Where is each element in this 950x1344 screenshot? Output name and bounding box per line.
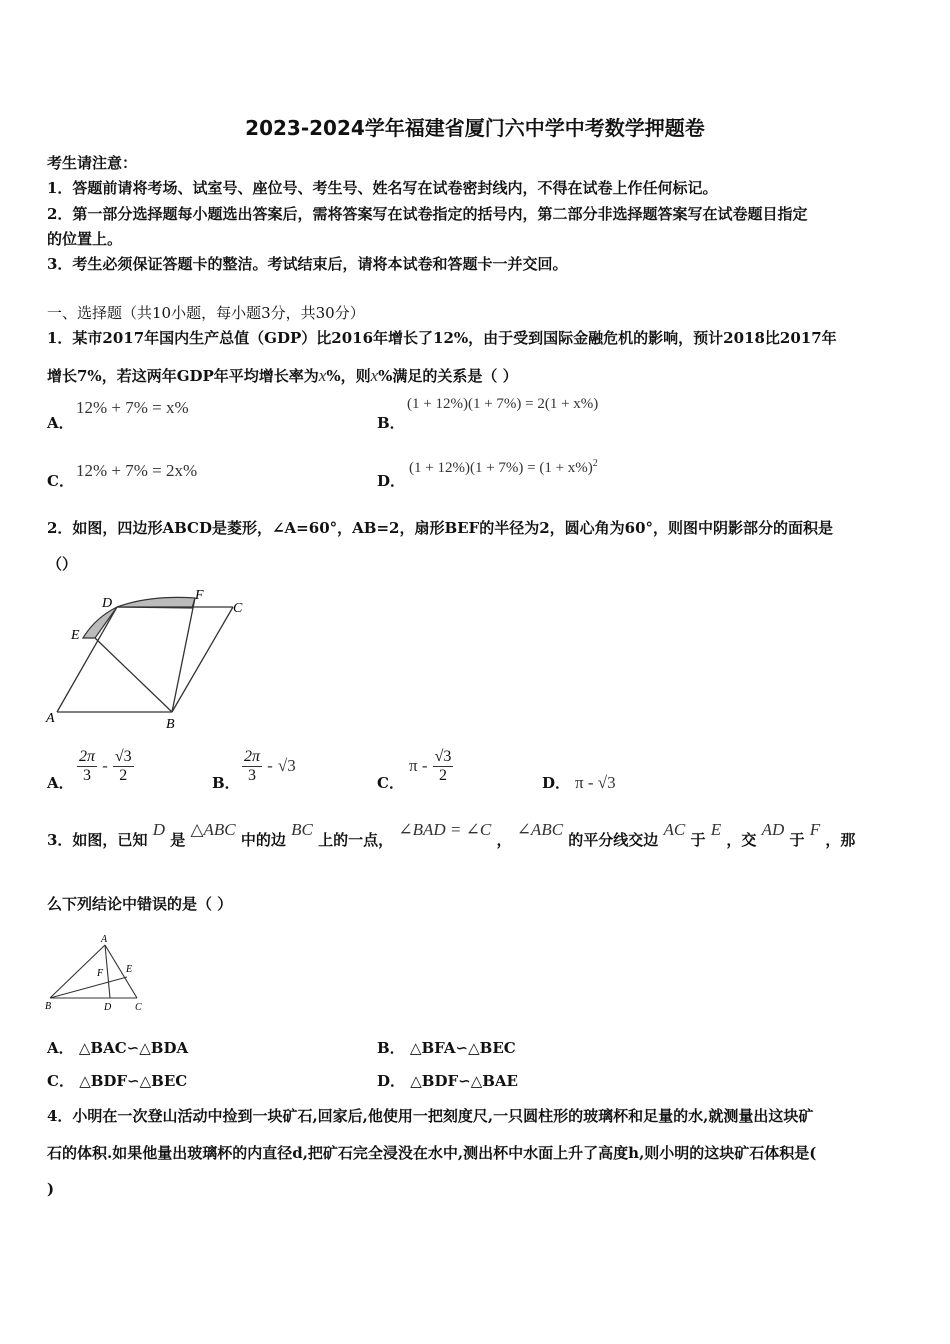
- q2-option-c-label: C．: [377, 774, 404, 792]
- q3-label-f: F: [97, 968, 104, 979]
- q2-side-ad: [57, 607, 117, 712]
- q2-option-d[interactable]: π - √3: [575, 773, 616, 792]
- q3-option-c[interactable]: C． △BDF∽△BEC: [47, 1072, 188, 1090]
- notice-heading: 考生请注意：: [47, 154, 138, 172]
- q3-triangle-figure: [40, 930, 160, 1015]
- notice-item-3: 3．考生必须保证答题卡的整洁。考试结束后，请将本试卷和答题卡一并交回。: [47, 255, 568, 273]
- q1-option-a[interactable]: 12% + 7% = x%: [76, 398, 189, 417]
- q2-option-a[interactable]: $\frac{2\pi}{3}$ - $\frac{√3}{2}$: [79, 748, 132, 784]
- q2-label-a: A: [46, 711, 55, 726]
- q2-rhombus-figure: [40, 580, 250, 735]
- q2-segment-be: [95, 638, 172, 712]
- q4-line3: ): [47, 1180, 55, 1198]
- q1-option-c[interactable]: 12% + 7% = 2x%: [76, 461, 198, 480]
- q2-label-b: B: [166, 717, 175, 732]
- q1-option-a-label: A．: [47, 414, 74, 432]
- q3-label-a: A: [101, 934, 108, 945]
- notice-item-1: 1．答题前请将考场、试室号、座位号、考生号、姓名写在试卷密封线内，不得在试卷上作任何标记。: [47, 179, 718, 197]
- q2-line1: 2．如图，四边形ABCD是菱形，∠A=60°，AB=2，扇形BEF的半径为2，圆心角为60°，则图中阴影部分的面积是: [47, 519, 834, 537]
- q1-option-b[interactable]: (1 + 12%)(1 + 7%) = 2(1 + x%): [407, 396, 599, 412]
- q1-option-d-label: D．: [377, 472, 406, 490]
- q2-option-b-label: B．: [212, 774, 240, 792]
- q2-option-b[interactable]: $\frac{2\pi}{3}$ - √3: [244, 748, 296, 784]
- q2-shaded-left: [83, 607, 117, 638]
- q2-label-e: E: [71, 628, 80, 643]
- q3-label-c: C: [135, 1002, 142, 1013]
- q2-label-f: F: [195, 588, 204, 603]
- q2-side-cb: [172, 607, 233, 712]
- q4-line1: 4．小明在一次登山活动中捡到一块矿石,回家后,他使用一把刻度尺,一只圆柱形的玻璃杯和足量的水,就测量出这块矿: [47, 1107, 814, 1125]
- q3-option-d[interactable]: D． △BDF∽△BAE: [377, 1072, 518, 1090]
- q1-line1: 1．某市2017年国内生产总值（GDP）比2016年增长了12%，由于受到国际金融危机的影响，预计2018比2017年: [47, 329, 837, 347]
- q2-option-d-label: D．: [542, 774, 571, 792]
- notice-item-2: 2．第一部分选择题每小题选出答案后，需将答案写在试卷指定的括号内，第二部分非选择题答案写在试卷题目指定: [47, 205, 808, 223]
- q1-option-c-label: C．: [47, 472, 74, 490]
- notice-item-2-cont: 的位置上。: [47, 230, 123, 248]
- q1-option-b-label: B．: [377, 414, 405, 432]
- q2-option-c[interactable]: π - $\frac{√3}{2}$: [409, 748, 452, 784]
- q3-label-d: D: [104, 1002, 112, 1013]
- q3-line2: 么下列结论中错误的是（ ）: [47, 895, 233, 913]
- q3-option-a[interactable]: A． △BAC∽△BDA: [47, 1039, 189, 1057]
- q1-option-d[interactable]: $(1 + 12\%)(1 + 7\%) = (1 + x\%)^2$: [409, 458, 598, 476]
- q2-label-c: C: [233, 601, 243, 616]
- q3-label-b: B: [45, 1001, 52, 1012]
- q1-line2: 增长7%，若这两年GDP年平均增长率为x%，则x%满足的关系是（ ）: [47, 366, 518, 385]
- q2-line2: （）: [47, 555, 78, 573]
- q2-segment-bf: [172, 598, 195, 712]
- section-heading: 一、选择题（共10小题，每小题3分，共30分）: [47, 304, 365, 322]
- q3-option-b[interactable]: B． △BFA∽△BEC: [377, 1039, 516, 1057]
- q3-line1: 3．如图，已知 D 是 △ABC 中的边 BC 上的一点， ∠BAD = ∠C ， ∠ABC 的平分线交边 AC 于 E ，交 AD 于 F ，那: [47, 820, 856, 849]
- page-title: 2023-2024学年福建省厦门六中学中考数学押题卷: [245, 116, 705, 140]
- q2-option-a-label: A．: [47, 774, 74, 792]
- q2-label-d: D: [102, 596, 113, 611]
- q4-line2: 石的体积.如果他量出玻璃杯的内直径d,把矿石完全浸没在水中,测出杯中水面上升了高度h,则小明的这块矿石体积是(: [47, 1144, 817, 1162]
- q3-label-e: E: [126, 964, 133, 975]
